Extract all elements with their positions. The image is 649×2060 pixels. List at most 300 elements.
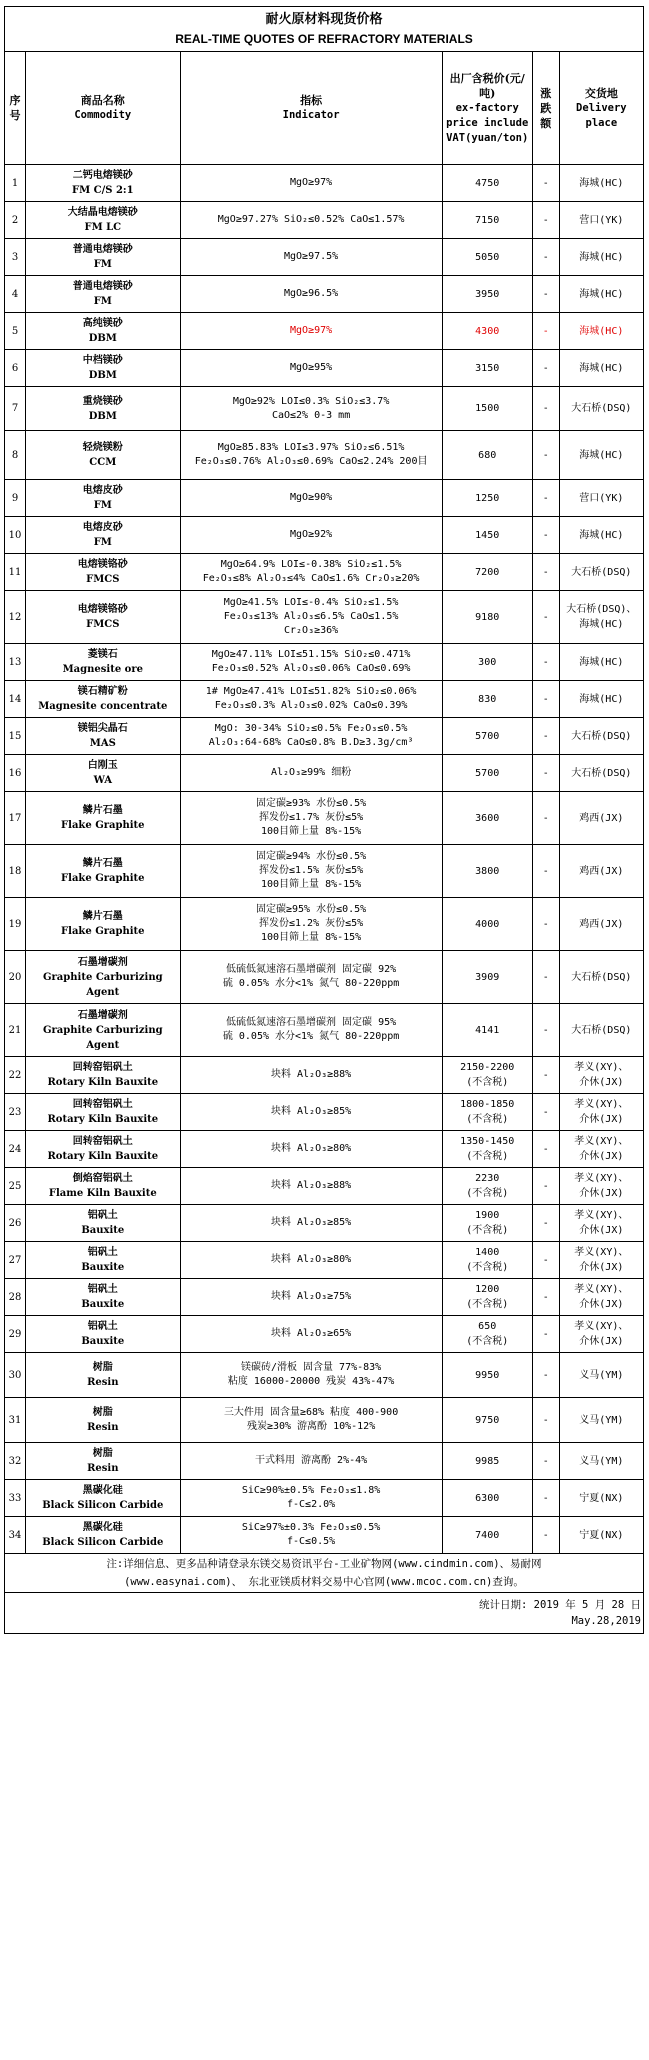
- commodity-name-cn: 鳞片石墨: [82, 911, 123, 922]
- indicator-cell: 固定碳≥95% 水份≤0.5% 挥发份≤1.2% 灰份≤5% 100目筛上量 8%-15%: [180, 898, 442, 951]
- indicator-cell: 块料 Al₂O₃≥85%: [180, 1205, 442, 1242]
- commodity-cell: [26, 591, 180, 644]
- table-row: [5, 350, 644, 387]
- row-number: 11: [5, 554, 26, 591]
- change-cell: -: [532, 1398, 559, 1443]
- commodity-name-en: MAS: [89, 738, 116, 749]
- price-cell: 2230 (不含税): [442, 1168, 532, 1205]
- delivery-place-cell: 海城(HC): [559, 276, 643, 313]
- delivery-place-cell: 孝义(XY)、 介休(JX): [559, 1205, 643, 1242]
- delivery-place-cell: 大石桥(DSQ): [559, 1004, 643, 1057]
- commodity-name-cn: 回转窑铝矾土: [72, 1062, 133, 1073]
- header-price: 出厂含税价(元/吨) ex-factory price include VAT(yuan/ton): [442, 52, 532, 165]
- commodity-name-cn: 电熔镁铬砂: [77, 604, 128, 615]
- change-cell: -: [532, 681, 559, 718]
- change-cell: -: [532, 431, 559, 480]
- commodity-name-en: FM: [93, 259, 112, 270]
- commodity-name-en: Bauxite: [81, 1262, 125, 1273]
- table-row: [5, 1517, 644, 1554]
- commodity-cell: [26, 1057, 180, 1094]
- row-number: 25: [5, 1168, 26, 1205]
- indicator-cell: MgO≥90%: [180, 480, 442, 517]
- row-number: 5: [5, 313, 26, 350]
- table-row: [5, 1205, 644, 1242]
- commodity-name-en: FMCS: [86, 619, 120, 630]
- row-number: 23: [5, 1094, 26, 1131]
- table-row: [5, 313, 644, 350]
- commodity-name-en: Bauxite: [81, 1336, 125, 1347]
- table-row: [5, 387, 644, 431]
- commodity-cell: [26, 1094, 180, 1131]
- commodity-name-en: Bauxite: [81, 1225, 125, 1236]
- indicator-cell: MgO≥41.5% LOI≤-0.4% SiO₂≤1.5% Fe₂O₃≤13% Al₂O₃≤6.5% CaO≤1.5% Cr₂O₃≥36%: [180, 591, 442, 644]
- commodity-name-en: Resin: [87, 1377, 119, 1388]
- commodity-cell: [26, 1131, 180, 1168]
- table-row: [5, 755, 644, 792]
- commodity-name-cn: 二钙电熔镁砂: [72, 170, 133, 181]
- commodity-name-cn: 电熔皮砂: [82, 522, 123, 533]
- indicator-cell: 块料 Al₂O₃≥80%: [180, 1242, 442, 1279]
- commodity-name-cn: 铝矾土: [87, 1247, 118, 1258]
- price-cell: 3150: [442, 350, 532, 387]
- indicator-cell: 块料 Al₂O₃≥88%: [180, 1057, 442, 1094]
- commodity-name-en: WA: [93, 775, 112, 786]
- header-no: 序号: [5, 52, 26, 165]
- note-text: [5, 1554, 644, 1593]
- price-cell: 1200 (不含税): [442, 1279, 532, 1316]
- commodity-name-en: Graphite Carburizing Agent: [43, 1024, 163, 1051]
- commodity-name-cn: 电熔镁铬砂: [77, 559, 128, 570]
- row-number: 14: [5, 681, 26, 718]
- commodity-cell: [26, 165, 180, 202]
- table-row: [5, 1004, 644, 1057]
- indicator-cell: MgO≥95%: [180, 350, 442, 387]
- change-cell: -: [532, 1094, 559, 1131]
- delivery-place-cell: 海城(HC): [559, 165, 643, 202]
- delivery-place-cell: 孝义(XY)、 介休(JX): [559, 1057, 643, 1094]
- price-cell: 3800: [442, 845, 532, 898]
- change-cell: -: [532, 387, 559, 431]
- commodity-cell: [26, 1279, 180, 1316]
- price-cell: 3950: [442, 276, 532, 313]
- footer-date-cn: 统计日期: 2019 年 5 月 28 日: [478, 1599, 641, 1611]
- indicator-cell: 块料 Al₂O₃≥80%: [180, 1131, 442, 1168]
- delivery-place-cell: 孝义(XY)、 介休(JX): [559, 1131, 643, 1168]
- commodity-name-en: Graphite Carburizing Agent: [43, 971, 163, 998]
- table-row: [5, 1131, 644, 1168]
- delivery-place-cell: 鸡西(JX): [559, 845, 643, 898]
- commodity-cell: [26, 1480, 180, 1517]
- price-cell: 4141: [442, 1004, 532, 1057]
- indicator-cell: 块料 Al₂O₃≥75%: [180, 1279, 442, 1316]
- table-row: [5, 681, 644, 718]
- table-row: [5, 239, 644, 276]
- title-en: REAL-TIME QUOTES OF REFRACTORY MATERIALS: [175, 32, 473, 46]
- indicator-cell: 固定碳≥94% 水份≤0.5% 挥发份≤1.5% 灰份≤5% 100目筛上量 8%-15%: [180, 845, 442, 898]
- commodity-name-cn: 鳞片石墨: [82, 805, 123, 816]
- row-number: 8: [5, 431, 26, 480]
- change-cell: -: [532, 1057, 559, 1094]
- table-row: [5, 1443, 644, 1480]
- change-cell: -: [532, 591, 559, 644]
- table-row: [5, 718, 644, 755]
- commodity-cell: [26, 1316, 180, 1353]
- commodity-name-en: FM: [93, 296, 112, 307]
- table-row: [5, 554, 644, 591]
- delivery-place-cell: 大石桥(DSQ): [559, 718, 643, 755]
- price-cell: 4750: [442, 165, 532, 202]
- price-cell: 3600: [442, 792, 532, 845]
- price-cell: 1350-1450 (不含税): [442, 1131, 532, 1168]
- change-cell: -: [532, 644, 559, 681]
- price-cell: 830: [442, 681, 532, 718]
- price-cell: 9750: [442, 1398, 532, 1443]
- delivery-place-cell: 海城(HC): [559, 431, 643, 480]
- commodity-name-en: Bauxite: [81, 1299, 125, 1310]
- stat-date: [5, 1593, 644, 1634]
- commodity-cell: [26, 681, 180, 718]
- indicator-cell: 三大件用 固含量≥68% 粘度 400-900 残炭≥30% 游离酚 10%-12%: [180, 1398, 442, 1443]
- price-cell: 5700: [442, 718, 532, 755]
- indicator-cell: MgO≥97.27% SiO₂≤0.52% CaO≤1.57%: [180, 202, 442, 239]
- delivery-place-cell: 孝义(XY)、 介休(JX): [559, 1094, 643, 1131]
- commodity-name-cn: 普通电熔镁砂: [72, 281, 133, 292]
- commodity-name-en: FM: [93, 537, 112, 548]
- row-number: 2: [5, 202, 26, 239]
- price-cell: 9985: [442, 1443, 532, 1480]
- delivery-place-cell: 大石桥(DSQ): [559, 554, 643, 591]
- commodity-cell: [26, 1398, 180, 1443]
- commodity-cell: [26, 431, 180, 480]
- commodity-name-cn: 镁铝尖晶石: [77, 723, 128, 734]
- change-cell: -: [532, 792, 559, 845]
- commodity-name-cn: 大结晶电熔镁砂: [67, 207, 138, 218]
- table-row: [5, 792, 644, 845]
- row-number: 9: [5, 480, 26, 517]
- commodity-name-cn: 黑碳化硅: [82, 1485, 123, 1496]
- row-number: 22: [5, 1057, 26, 1094]
- price-cell: 7400: [442, 1517, 532, 1554]
- table-row: [5, 898, 644, 951]
- delivery-place-cell: 大石桥(DSQ): [559, 387, 643, 431]
- commodity-name-cn: 重烧镁砂: [82, 395, 123, 407]
- price-cell: 680: [442, 431, 532, 480]
- row-number: 31: [5, 1398, 26, 1443]
- indicator-cell: MgO≥97%: [180, 165, 442, 202]
- commodity-name-en: FM LC: [84, 222, 122, 233]
- indicator-cell: 块料 Al₂O₃≥88%: [180, 1168, 442, 1205]
- title-cn: 耐火原材料现货价格: [265, 12, 383, 27]
- price-cell: 300: [442, 644, 532, 681]
- price-cell: 9180: [442, 591, 532, 644]
- indicator-cell: 镁碳砖/滑板 固含量 77%-83% 粘度 16000-20000 残炭 43%-47%: [180, 1353, 442, 1398]
- price-cell: 7150: [442, 202, 532, 239]
- row-number: 33: [5, 1480, 26, 1517]
- commodity-name-en: Magnesite concentrate: [38, 701, 168, 712]
- commodity-cell: [26, 202, 180, 239]
- price-cell: 1450: [442, 517, 532, 554]
- commodity-name-en: Flame Kiln Bauxite: [48, 1188, 157, 1199]
- commodity-cell: [26, 387, 180, 431]
- commodity-cell: [26, 1205, 180, 1242]
- commodity-cell: [26, 898, 180, 951]
- price-cell: 5050: [442, 239, 532, 276]
- table-row: [5, 1480, 644, 1517]
- delivery-place-cell: 鸡西(JX): [559, 792, 643, 845]
- indicator-cell: 块料 Al₂O₃≥85%: [180, 1094, 442, 1131]
- price-sheet: [0, 6, 649, 1634]
- change-cell: -: [532, 1168, 559, 1205]
- commodity-cell: [26, 1353, 180, 1398]
- delivery-place-cell: 孝义(XY)、 介休(JX): [559, 1168, 643, 1205]
- indicator-cell: MgO≥97.5%: [180, 239, 442, 276]
- commodity-name-en: Resin: [87, 1422, 119, 1433]
- price-cell: 650 (不含税): [442, 1316, 532, 1353]
- indicator-cell: MgO≥85.83% LOI≤3.97% SiO₂≤6.51% Fe₂O₃≤0.76% Al₂O₃≤0.69% CaO≤2.24% 200目: [180, 431, 442, 480]
- commodity-cell: [26, 239, 180, 276]
- table-row: [5, 644, 644, 681]
- change-cell: -: [532, 718, 559, 755]
- price-cell: 4300: [442, 313, 532, 350]
- row-number: 18: [5, 845, 26, 898]
- header-change: 涨跌额: [532, 52, 559, 165]
- commodity-cell: [26, 951, 180, 1004]
- table-row: [5, 165, 644, 202]
- commodity-cell: [26, 755, 180, 792]
- row-number: 7: [5, 387, 26, 431]
- change-cell: -: [532, 898, 559, 951]
- change-cell: -: [532, 1242, 559, 1279]
- change-cell: -: [532, 1004, 559, 1057]
- change-cell: -: [532, 845, 559, 898]
- table-row: [5, 1279, 644, 1316]
- commodity-name-en: Black Silicon Carbide: [42, 1537, 164, 1548]
- delivery-place-cell: 海城(HC): [559, 350, 643, 387]
- commodity-cell: [26, 517, 180, 554]
- price-cell: 1500: [442, 387, 532, 431]
- header-indicator: 指标 Indicator: [180, 52, 442, 165]
- row-number: 24: [5, 1131, 26, 1168]
- row-number: 20: [5, 951, 26, 1004]
- commodity-name-cn: 轻烧镁粉: [82, 442, 123, 453]
- commodity-cell: [26, 1517, 180, 1554]
- commodity-cell: [26, 644, 180, 681]
- delivery-place-cell: 鸡西(JX): [559, 898, 643, 951]
- commodity-name-cn: 树脂: [92, 1448, 113, 1459]
- price-cell: 1400 (不含税): [442, 1242, 532, 1279]
- indicator-cell: MgO≥47.11% LOI≤51.15% SiO₂≤0.471% Fe₂O₃≤0.52% Al₂O₃≤0.06% CaO≤0.69%: [180, 644, 442, 681]
- commodity-name-cn: 石墨增碳剂: [77, 956, 128, 968]
- delivery-place-cell: 海城(HC): [559, 313, 643, 350]
- price-cell: 4000: [442, 898, 532, 951]
- page-title: [5, 7, 644, 52]
- commodity-name-cn: 倒焰窑铝矾土: [72, 1173, 133, 1184]
- title-row: [5, 7, 644, 52]
- row-number: 19: [5, 898, 26, 951]
- change-cell: -: [532, 1353, 559, 1398]
- commodity-name-cn: 石墨增碳剂: [77, 1009, 128, 1021]
- indicator-cell: MgO≥97%: [180, 313, 442, 350]
- commodity-cell: [26, 1168, 180, 1205]
- commodity-name-cn: 回转窑铝矾土: [72, 1099, 133, 1110]
- commodity-name-cn: 高纯镁砂: [82, 318, 123, 329]
- indicator-cell: 块料 Al₂O₃≥65%: [180, 1316, 442, 1353]
- delivery-place-cell: 义马(YM): [559, 1353, 643, 1398]
- commodity-cell: [26, 845, 180, 898]
- change-cell: -: [532, 1131, 559, 1168]
- commodity-name-cn: 镁石精矿粉: [77, 686, 128, 697]
- price-cell: 9950: [442, 1353, 532, 1398]
- change-cell: -: [532, 1443, 559, 1480]
- commodity-name-en: Resin: [87, 1463, 119, 1474]
- row-number: 6: [5, 350, 26, 387]
- row-number: 17: [5, 792, 26, 845]
- price-cell: 1800-1850 (不含税): [442, 1094, 532, 1131]
- delivery-place-cell: 营口(YK): [559, 202, 643, 239]
- commodity-name-en: FMCS: [86, 574, 120, 585]
- commodity-cell: [26, 276, 180, 313]
- delivery-place-cell: 义马(YM): [559, 1398, 643, 1443]
- price-cell: 3909: [442, 951, 532, 1004]
- row-number: 34: [5, 1517, 26, 1554]
- table-row: [5, 845, 644, 898]
- row-number: 15: [5, 718, 26, 755]
- commodity-name-en: Flake Graphite: [61, 873, 145, 884]
- indicator-cell: Al₂O₃≥99% 细粉: [180, 755, 442, 792]
- indicator-cell: 固定碳≥93% 水份≤0.5% 挥发份≤1.7% 灰份≤5% 100目筛上量 8%-15%: [180, 792, 442, 845]
- change-cell: -: [532, 313, 559, 350]
- row-number: 1: [5, 165, 26, 202]
- table-row: [5, 1242, 644, 1279]
- table-row: [5, 1398, 644, 1443]
- table-row: [5, 480, 644, 517]
- header-row: [5, 52, 644, 165]
- price-cell: 5700: [442, 755, 532, 792]
- indicator-cell: MgO≥92% LOI≤0.3% SiO₂≤3.7% CaO≤2% 0-3 mm: [180, 387, 442, 431]
- row-number: 13: [5, 644, 26, 681]
- row-number: 12: [5, 591, 26, 644]
- row-number: 4: [5, 276, 26, 313]
- commodity-cell: [26, 792, 180, 845]
- row-number: 29: [5, 1316, 26, 1353]
- commodity-name-cn: 电熔皮砂: [82, 485, 123, 496]
- change-cell: -: [532, 239, 559, 276]
- indicator-cell: MgO≥64.9% LOI≤-0.38% SiO₂≤1.5% Fe₂O₃≤8% Al₂O₃≤4% CaO≤1.6% Cr₂O₃≥20%: [180, 554, 442, 591]
- commodity-cell: [26, 554, 180, 591]
- note-row: [5, 1554, 644, 1593]
- indicator-cell: SiC≥90%±0.5% Fe₂O₃≤1.8% f-C≤2.0%: [180, 1480, 442, 1517]
- row-number: 32: [5, 1443, 26, 1480]
- delivery-place-cell: 孝义(XY)、 介休(JX): [559, 1316, 643, 1353]
- commodity-cell: [26, 718, 180, 755]
- change-cell: -: [532, 480, 559, 517]
- delivery-place-cell: 海城(HC): [559, 239, 643, 276]
- commodity-cell: [26, 313, 180, 350]
- header-commodity: 商品名称 Commodity: [26, 52, 180, 165]
- delivery-place-cell: 义马(YM): [559, 1443, 643, 1480]
- commodity-name-cn: 菱镁石: [87, 649, 118, 660]
- indicator-cell: MgO: 30-34% SiO₂≤0.5% Fe₂O₃≤0.5% Al₂O₃:64-68% CaO≤0.8% B.D≥3.3g/cm³: [180, 718, 442, 755]
- commodity-name-cn: 铝矾土: [87, 1321, 118, 1332]
- row-number: 10: [5, 517, 26, 554]
- commodity-cell: [26, 350, 180, 387]
- commodity-name-cn: 普通电熔镁砂: [72, 244, 133, 255]
- change-cell: -: [532, 554, 559, 591]
- commodity-name-cn: 黑碳化硅: [82, 1522, 123, 1533]
- commodity-name-cn: 铝矾土: [87, 1210, 118, 1221]
- table-row: [5, 431, 644, 480]
- header-place: 交货地 Delivery place: [559, 52, 643, 165]
- table-row: [5, 517, 644, 554]
- table-row: [5, 1057, 644, 1094]
- commodity-name-cn: 树脂: [92, 1407, 113, 1418]
- commodity-name-en: FM: [93, 500, 112, 511]
- commodity-name-en: CCM: [89, 457, 117, 468]
- commodity-name-en: Rotary Kiln Bauxite: [47, 1151, 159, 1162]
- commodity-name-cn: 中档镁砂: [82, 355, 123, 366]
- commodity-name-en: Magnesite ore: [62, 664, 143, 675]
- commodity-name-cn: 回转窑铝矾土: [72, 1136, 133, 1147]
- commodity-name-en: Rotary Kiln Bauxite: [47, 1114, 159, 1125]
- change-cell: -: [532, 276, 559, 313]
- commodity-name-en: Flake Graphite: [61, 820, 145, 831]
- delivery-place-cell: 大石桥(DSQ): [559, 951, 643, 1004]
- commodity-name-cn: 铝矾土: [87, 1284, 118, 1295]
- commodity-name-cn: 白刚玉: [87, 760, 118, 771]
- table-row: [5, 1353, 644, 1398]
- change-cell: -: [532, 951, 559, 1004]
- price-cell: 6300: [442, 1480, 532, 1517]
- row-number: 16: [5, 755, 26, 792]
- delivery-place-cell: 宁夏(NX): [559, 1517, 643, 1554]
- indicator-cell: SiC≥97%±0.3% Fe₂O₃≤0.5% f-C≤0.5%: [180, 1517, 442, 1554]
- commodity-name-en: DBM: [88, 333, 117, 344]
- commodity-cell: [26, 1004, 180, 1057]
- table-row: [5, 1316, 644, 1353]
- row-number: 21: [5, 1004, 26, 1057]
- commodity-name-en: Rotary Kiln Bauxite: [47, 1077, 159, 1088]
- footer-row: [5, 1593, 644, 1634]
- row-number: 30: [5, 1353, 26, 1398]
- price-cell: 1250: [442, 480, 532, 517]
- price-cell: 2150-2200 (不含税): [442, 1057, 532, 1094]
- change-cell: -: [532, 1480, 559, 1517]
- table-row: [5, 951, 644, 1004]
- delivery-place-cell: 海城(HC): [559, 517, 643, 554]
- delivery-place-cell: 营口(YK): [559, 480, 643, 517]
- note-line2: (www.easynai.com)、 东北亚镁质材料交易中心官网(www.mcoc.com.cn)查询。: [124, 1576, 524, 1588]
- commodity-name-en: FM C/S 2:1: [72, 185, 134, 196]
- commodity-name-en: Black Silicon Carbide: [42, 1500, 164, 1511]
- change-cell: -: [532, 517, 559, 554]
- table-row: [5, 202, 644, 239]
- footer-date-en: May.28,2019: [571, 1615, 641, 1627]
- change-cell: -: [532, 1279, 559, 1316]
- price-table: [4, 6, 644, 1634]
- delivery-place-cell: 孝义(XY)、 介休(JX): [559, 1242, 643, 1279]
- delivery-place-cell: 海城(HC): [559, 644, 643, 681]
- change-cell: -: [532, 350, 559, 387]
- indicator-cell: MgO≥92%: [180, 517, 442, 554]
- indicator-cell: 低硫低氮速溶石墨增碳剂 固定碳 95% 硫 0.05% 水分<1% 氮气 80-220ppm: [180, 1004, 442, 1057]
- change-cell: -: [532, 1517, 559, 1554]
- price-cell: 1900 (不含税): [442, 1205, 532, 1242]
- delivery-place-cell: 海城(HC): [559, 681, 643, 718]
- change-cell: -: [532, 755, 559, 792]
- indicator-cell: 1# MgO≥47.41% LOI≤51.82% SiO₂≤0.06% Fe₂O₃≤0.3% Al₂O₃≤0.02% CaO≤0.39%: [180, 681, 442, 718]
- indicator-cell: 干式料用 游离酚 2%-4%: [180, 1443, 442, 1480]
- commodity-name-en: DBM: [88, 410, 117, 422]
